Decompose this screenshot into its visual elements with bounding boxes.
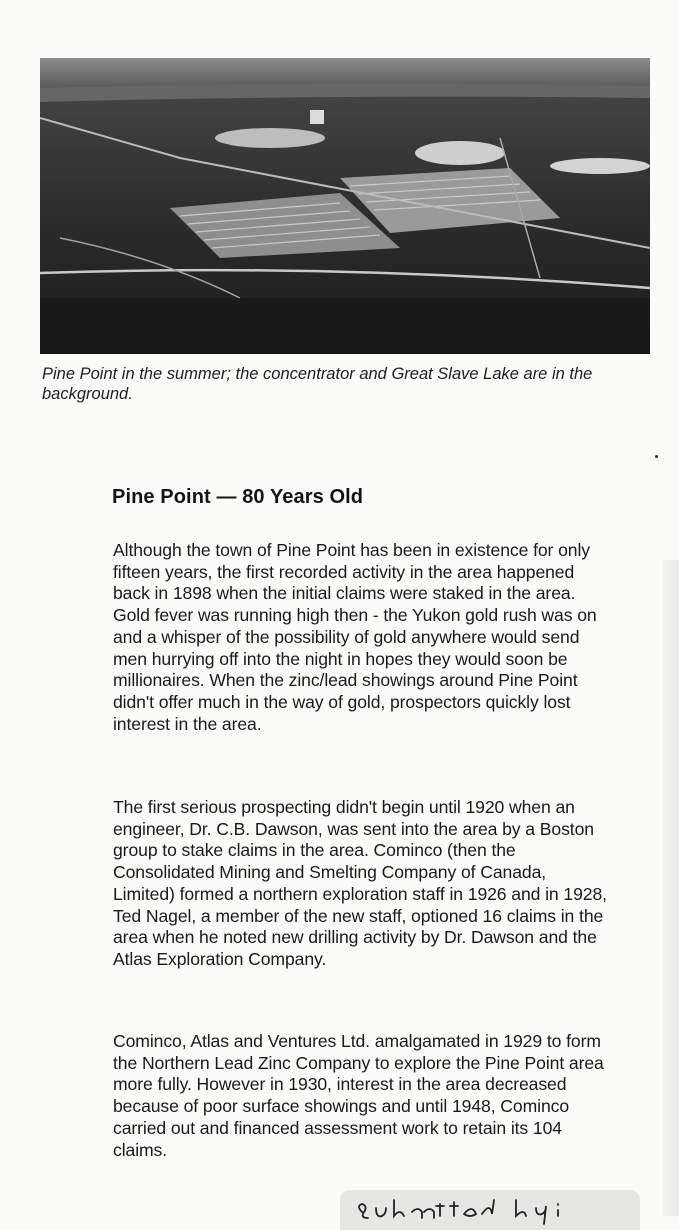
paragraph: Although the town of Pine Point has been in existence for only fifteen years, the first recorded activity in the area happened back in 1898 when the initial claims were staked in the area. Gold fever was running high then - the Yukon gold rush was on and a whisper of the possibility of gold anywhere would send men hurrying off into the night in hopes they would soon be millionaires. When the zinc/lead showings around Pine Point didn't offer much in the way of gold, prospectors quickly lost interest in the area.	[113, 540, 597, 734]
handwritten-note	[340, 1190, 640, 1230]
article-heading: Pine Point — 80 Years Old	[112, 486, 364, 508]
speck	[655, 455, 658, 458]
paragraph: Cominco, Atlas and Ventures Ltd. amalgamated in 1929 to form the Northern Lead Zinc Company to explore the Pine Point area more fully. However in 1930, interest in the area decreased because of poor surface showings and until 1948, Cominco carried out and financed assessment work to retain its 104 claims.	[113, 1031, 604, 1160]
paragraph: The first serious prospecting didn't begin until 1920 when an engineer, Dr. C.B. Dawson, was sent into the area by a Boston group to stake claims in the area. Cominco (then the Consolidated Mining and Smelting Company of Canada, Limited) formed a northern exploration staff in 1926 and in 1928, Ted Nagel, a member of the new staff, optioned 16 claims in the area when he noted new drilling activity by Dr. Dawson and the Atlas Exploration Company.	[113, 797, 607, 969]
aerial-photo	[40, 58, 650, 354]
page-edge-shadow	[662, 560, 679, 1216]
photo-caption: Pine Point in the summer; the concentrator and Great Slave Lake are in the background.	[42, 365, 593, 403]
